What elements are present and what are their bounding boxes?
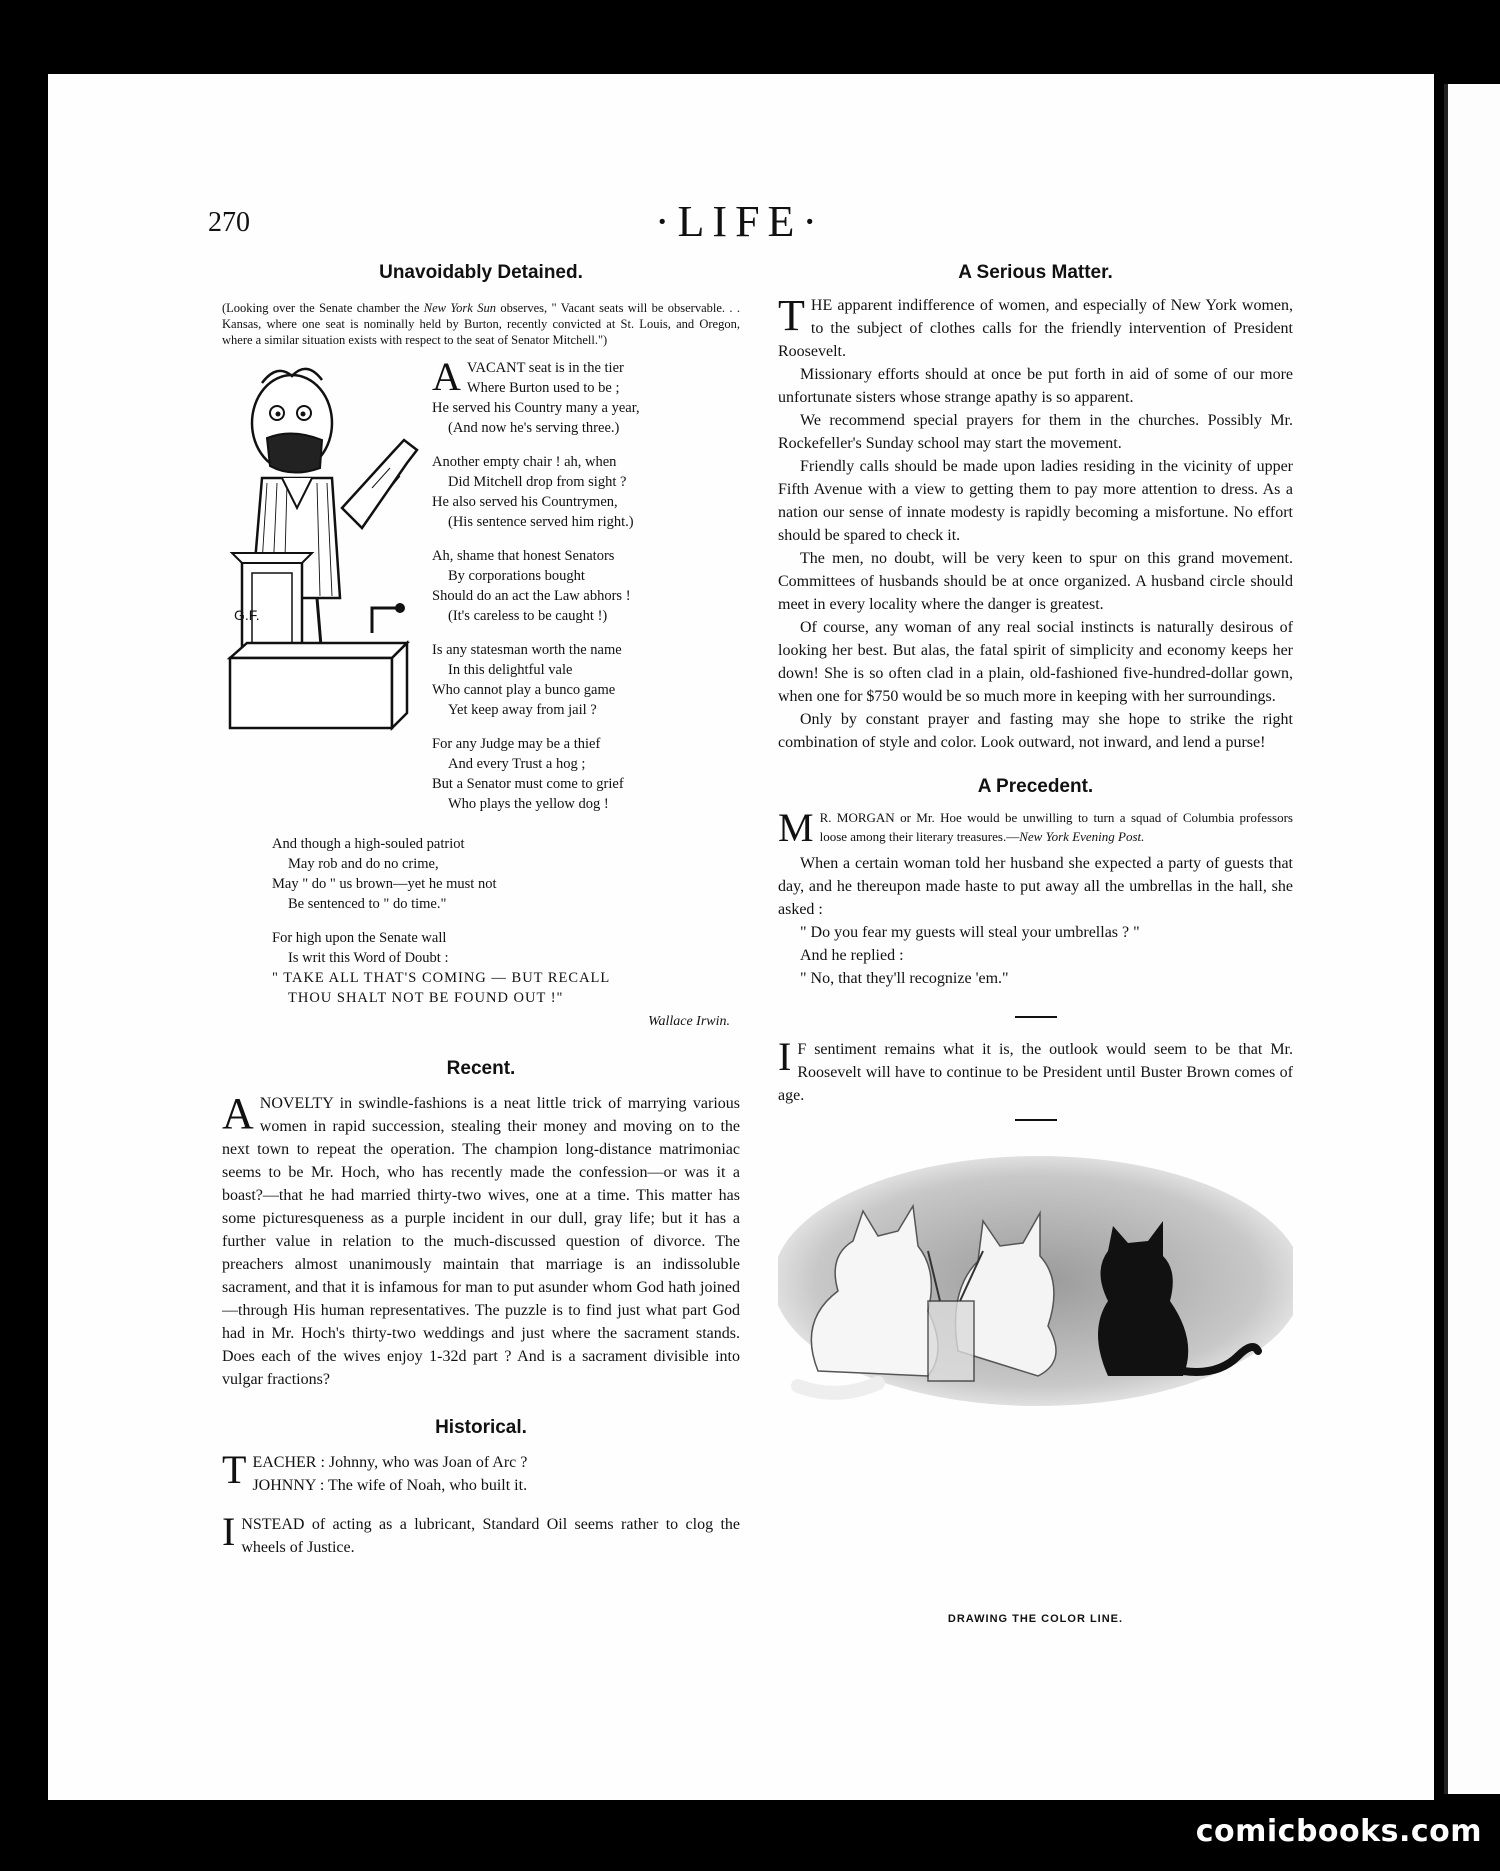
- historical-title: Historical.: [435, 1417, 527, 1438]
- poem-verses-lower: [222, 834, 740, 1032]
- right-column: [778, 262, 1293, 1411]
- sentiment-article: I F sentiment remains what it is, the outlook would seem to be that Mr. Roosevelt will have to continue to be President until Buster Brown comes of age.: [778, 1034, 1293, 1104]
- stanza-1: AVACANT seat is in the tier Where Burton used to be ; He served his Country many a year, (And now he's serving three.): [432, 354, 640, 436]
- page-number: 270: [208, 207, 250, 238]
- drop-cap: T: [778, 291, 805, 340]
- poem-author: Wallace Irwin.: [648, 1014, 730, 1029]
- poem-verses-upper: [432, 354, 640, 828]
- stanza-6: And though a high-souled patriot May rob and do no crime, May " do " us brown—yet he must not Be sentenced to " do time.": [272, 836, 497, 912]
- senator-cartoon: [222, 358, 432, 828]
- precedent-article: M R. MORGAN or Mr. Hoe would be unwilling to turn a squad of Columbia professors loose among their literary treasures.—New York Evening Post. When a certain woman told her husband she expected a party of guests that day, and he thereupon made haste to put away all the umbrellas in the hall, she asked : " Do you fear my guests will steal your umbrellas ? " And he replied : " No, that they'll recognize 'em.": [778, 805, 1293, 987]
- stanza-3: Ah, shame that honest Senators By corporations bought Should do an act the Law abhors ! (It's careless to be caught !): [432, 548, 631, 624]
- drop-cap: A: [222, 1089, 254, 1138]
- poem-note: (Looking over the Senate chamber the New York Sun observes, " Vacant seats will be observable. . . Kansas, where one seat is nominally held by Burton, recently convicted at St. Louis, and Oregon, where a similar situation exists with respect to the seat of Senator Mitchell."): [222, 301, 740, 347]
- illustration-caption: DRAWING THE COLOR LINE.: [947, 1613, 1124, 1625]
- serious-article: THE apparent indifference of women, and especially of New York women, to the subject of clothes calls for the friendly intervention of President Roosevelt. Missionary efforts should at once be put forth in aid of some of our more unfortunate sisters whose strange apathy is so apparent. We recommend special prayers for them in the churches. Possibly Mr. Rockefeller's Sunday school may start the movement. Friendly calls should be made upon ladies residing in the vicinity of upper Fifth Avenue with a view to getting them to pay more attention to dress. As a nation our sense of innate modesty is rapidly becoming a misfortune. No effort should be spared to check it. The men, no doubt, will be very keen to spur on this grand movement. Committees of husbands should be at once organized. A husband circle should meet in every locality where the danger is greatest. Of course, any woman of any real social instincts is naturally desirous of looking her best. But alas, the fatal spirit of simplicity and economy keeps her down! She is so often clad in a plain, old-fashioned five-hundred-dollar gown, when one for $750 would be so much more in keeping with her surroundings. Only by constant prayer and fasting may she hope to strike the right combination of style and color. Look outward, not inward, and lend a purse!: [778, 291, 1293, 751]
- cats-illustration: [778, 1151, 1293, 1411]
- facing-page-edge: [1444, 84, 1500, 1794]
- recent-article: ANOVELTY in swindle-fashions is a neat little trick of marrying various women in rapid succession, stealing their money and moving on to the next town to repeat the operation. The champion long-distance matrimoniac seems to be Mr. Hoch, who has recently made the confession—or was it a boast?—that he had married thirty-two wives, one at a time. This matter has some picturesqueness as a purple incident in our dull, gray life; but it has a further value in relation to the much-discussed question of divorce. The preachers almost unanimously maintain that marriage is an indissoluble sacrament, and that it is infamous for man to put asunder whom God hath joined —through His human representatives. The puzzle is to find just what part God had in Mr. Hoch's thirty-two weddings and just where the sacrament stands. Does each of the wives enjoy 1-32d part ? And is a sacrament divisible into vulgar fractions?: [222, 1089, 740, 1388]
- serious-title: A Serious Matter.: [958, 262, 1113, 283]
- stanza-5: For any Judge may be a thief And every Trust a hog ; But a Senator must come to grief Who plays the yellow dog !: [432, 736, 624, 812]
- section-rule: [1015, 1119, 1057, 1121]
- historical-article: TEACHER : Johnny, who was Joan of Arc ? JOHNNY : The wife of Noah, who built it. INSTEAD of acting as a lubricant, Standard Oil seems rather to clog the wheels of Justice.: [222, 1447, 740, 1556]
- stanza-4: Is any statesman worth the name In this delightful vale Who cannot play a bunco game Yet keep away from jail ?: [432, 642, 622, 718]
- stanza-7: For high upon the Senate wall Is writ this Word of Doubt : " TAKE ALL THAT'S COMING — BUT RECALL THOU SHALT NOT BE FOUND OUT !": [272, 930, 611, 1006]
- poem-title: Unavoidably Detained.: [379, 262, 583, 283]
- left-column: [222, 262, 740, 1559]
- stanza-2: Another empty chair ! ah, when Did Mitchell drop from sight ? He also served his Countrymen, (His sentence served him right.): [432, 454, 634, 530]
- masthead: ·LIFE·: [654, 197, 826, 246]
- precedent-title: A Precedent.: [977, 776, 1094, 797]
- watermark-text: comicbooks.com: [1195, 1814, 1482, 1849]
- recent-title: Recent.: [446, 1058, 516, 1079]
- drop-cap: A: [432, 354, 461, 399]
- section-rule: [1015, 1016, 1057, 1018]
- svg-text:G.F.: G.F.: [234, 607, 260, 623]
